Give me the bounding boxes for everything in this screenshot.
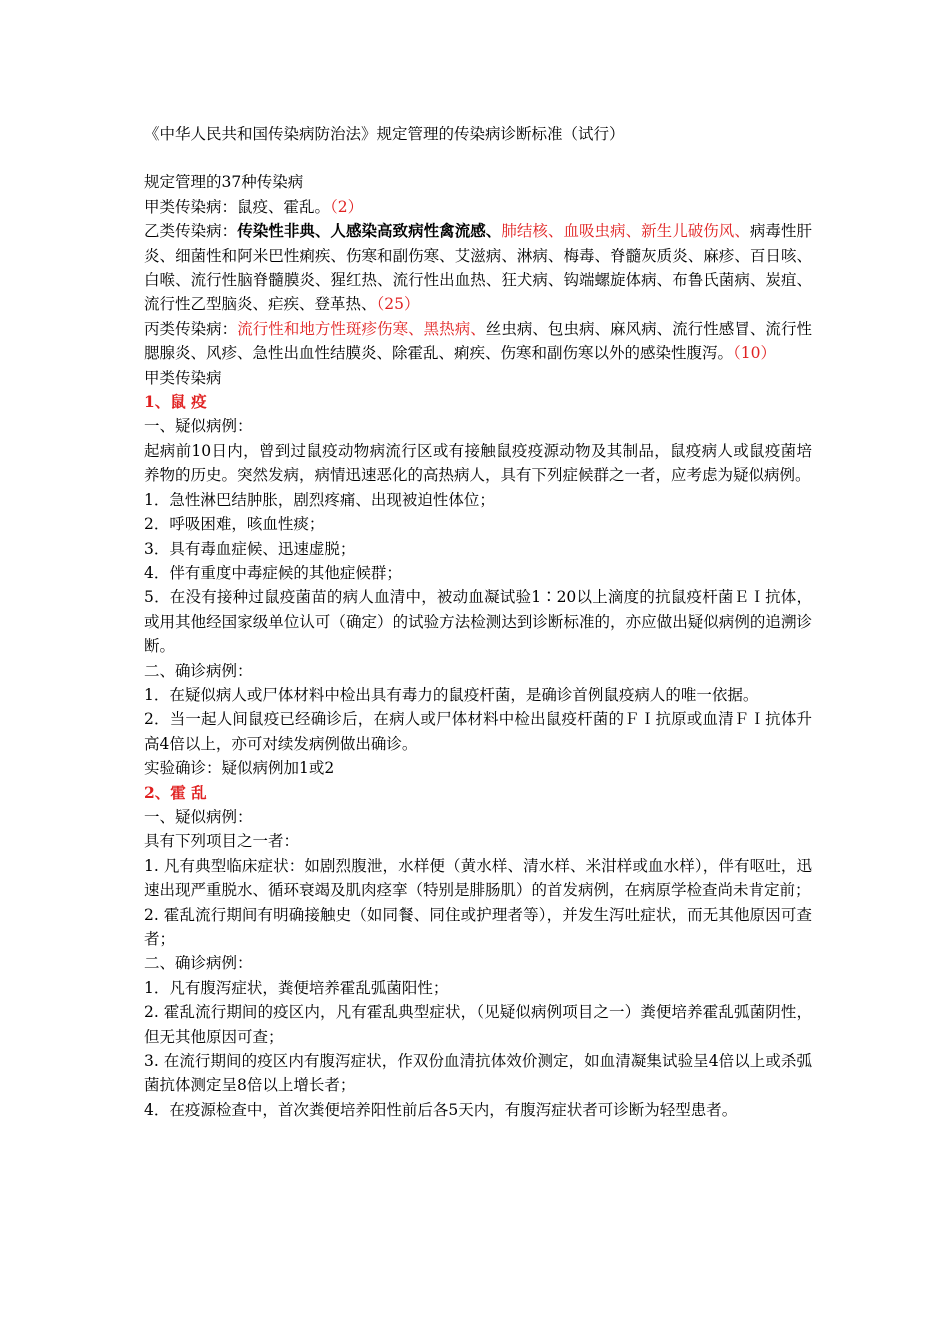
plague-lab-confirm: 实验确诊：疑似病例加1或2 (144, 759, 335, 778)
plague-confirmed-item: 1．在疑似病人或尸体材料中检出具有毒力的鼠疫杆菌，是确诊首例鼠疫病人的唯一依据。 (144, 685, 759, 704)
class-c-paragraph (144, 317, 812, 366)
class-b-bold-diseases: 传染性非典、人感染高致病性禽流感、 (237, 221, 502, 241)
plague-suspected-item: 3．具有毒血症候、迅速虚脱； (144, 539, 356, 558)
plague-suspected-item: 4．伴有重度中毒症候的其他症候群； (144, 563, 402, 582)
section-a-title: 甲类传染病 (144, 368, 222, 387)
cholera-suspected-item: 1. 凡有典型临床症状：如剧烈腹泄，水样便（黄水样、清水样、米泔样或血水样），伴有呕吐，迅速出现严重脱水、循环衰竭及肌肉痉挛（特别是腓肠肌）的首发病例，在病原学检查尚未肯定前； (144, 856, 812, 900)
intro-line: 规定管理的37种传染病 (144, 173, 304, 192)
cholera-suspected-intro: 具有下列项目之一者： (144, 832, 300, 851)
plague-suspected-intro: 起病前10日内，曾到过鼠疫动物病流行区或有接触鼠疫疫源动物及其制品，鼠疫病人或鼠疫菌培养物的历史。突然发病，病情迅速恶化的高热病人，具有下列症候群之一者，应考虑为疑似病例。 (144, 441, 812, 485)
plague-suspected-item: 5．在没有接种过鼠疫菌苗的病人血清中，被动血凝试验1∶20以上滴度的抗鼠疫杆菌ＥＩ抗体，或用其他经国家级单位认可（确定）的试验方法检测达到诊断标准的，亦应做出疑似病例的追溯诊断。 (144, 588, 812, 656)
class-b-text: 病毒性肝炎、细菌性和阿米巴性痢疾、伤寒和副伤寒、艾滋病、淋病、梅毒、脊髓灰质炎、麻疹、百日咳、白喉、流行性脑脊髓膜炎、猩红热、流行性出血热、狂犬病、钩端螺旋体病、布鲁氏菌病、炭疽、流行性乙型脑炎、疟疾、登革热、 (144, 222, 812, 314)
cholera-suspected-item: 2. 霍乱流行期间有明确接触史（如同餐、同住或护理者等），并发生泻吐症状，而无其他原因可查者； (144, 905, 812, 948)
class-b-red-diseases: 肺结核、血吸虫病、新生儿破伤风、 (501, 222, 750, 241)
cholera-confirmed-item: 4．在疫源检查中，首次粪便培养阳性前后各5天内，有腹泻症状者可诊断为轻型患者。 (144, 1100, 738, 1119)
plague-suspected-item: 2．呼吸困难，咳血性痰； (144, 515, 325, 534)
class-b-count: （25） (376, 295, 420, 314)
class-b-label: 乙类传染病： (144, 222, 238, 241)
cholera-confirmed-label: 二、确诊病例： (144, 954, 253, 973)
cholera-confirmed-item: 1．凡有腹泻症状，粪便培养霍乱弧菌阳性； (144, 978, 449, 997)
document-body (144, 122, 812, 1122)
class-c-red-diseases: 流行性和地方性斑疹伤寒、黑热病、 (237, 319, 486, 338)
plague-confirmed-label: 二、确诊病例： (144, 661, 253, 680)
class-a-count: （2） (330, 197, 364, 216)
plague-heading: 1、鼠 疫 (144, 392, 207, 412)
class-a-label: 甲类传染病： (144, 197, 238, 216)
cholera-heading: 2、霍 乱 (144, 782, 207, 802)
plague-confirmed-item: 2．当一起人间鼠疫已经确诊后，在病人或尸体材料中检出鼠疫杆菌的ＦＩ抗原或血清ＦＩ抗体升高4倍以上，亦可对续发病例做出确诊。 (144, 710, 812, 753)
plague-suspected-item: 1．急性淋巴结肿胀，剧烈疼痛、出现被迫性体位； (144, 490, 495, 509)
class-c-text: 丝虫病、包虫病、麻风病、流行性感冒、流行性腮腺炎、风疹、急性出血性结膜炎、除霍乱、痢疾、伤寒和副伤寒以外的感染性腹泻。 (144, 319, 812, 363)
plague-suspected-label: 一、疑似病例： (144, 417, 253, 436)
class-b-paragraph (144, 219, 812, 317)
document-title: 《中华人民共和国传染病防治法》规定管理的传染病诊断标准（试行） (144, 125, 625, 143)
cholera-suspected-label: 一、疑似病例： (144, 807, 253, 826)
cholera-confirmed-item: 3. 在流行期间的疫区内有腹泻症状，作双份血清抗体效价测定，如血清凝集试验呈4倍以上或杀弧菌抗体测定呈8倍以上增长者； (144, 1052, 812, 1095)
cholera-confirmed-item: 2. 霍乱流行期间的疫区内，凡有霍乱典型症状，（见疑似病例项目之一）粪便培养霍乱弧菌阴性，但无其他原因可查； (144, 1003, 812, 1046)
class-a-line (144, 195, 812, 219)
class-a-text: 鼠疫、霍乱。 (237, 197, 331, 216)
class-c-label: 丙类传染病： (144, 319, 238, 338)
class-c-count: （10） (733, 344, 776, 363)
